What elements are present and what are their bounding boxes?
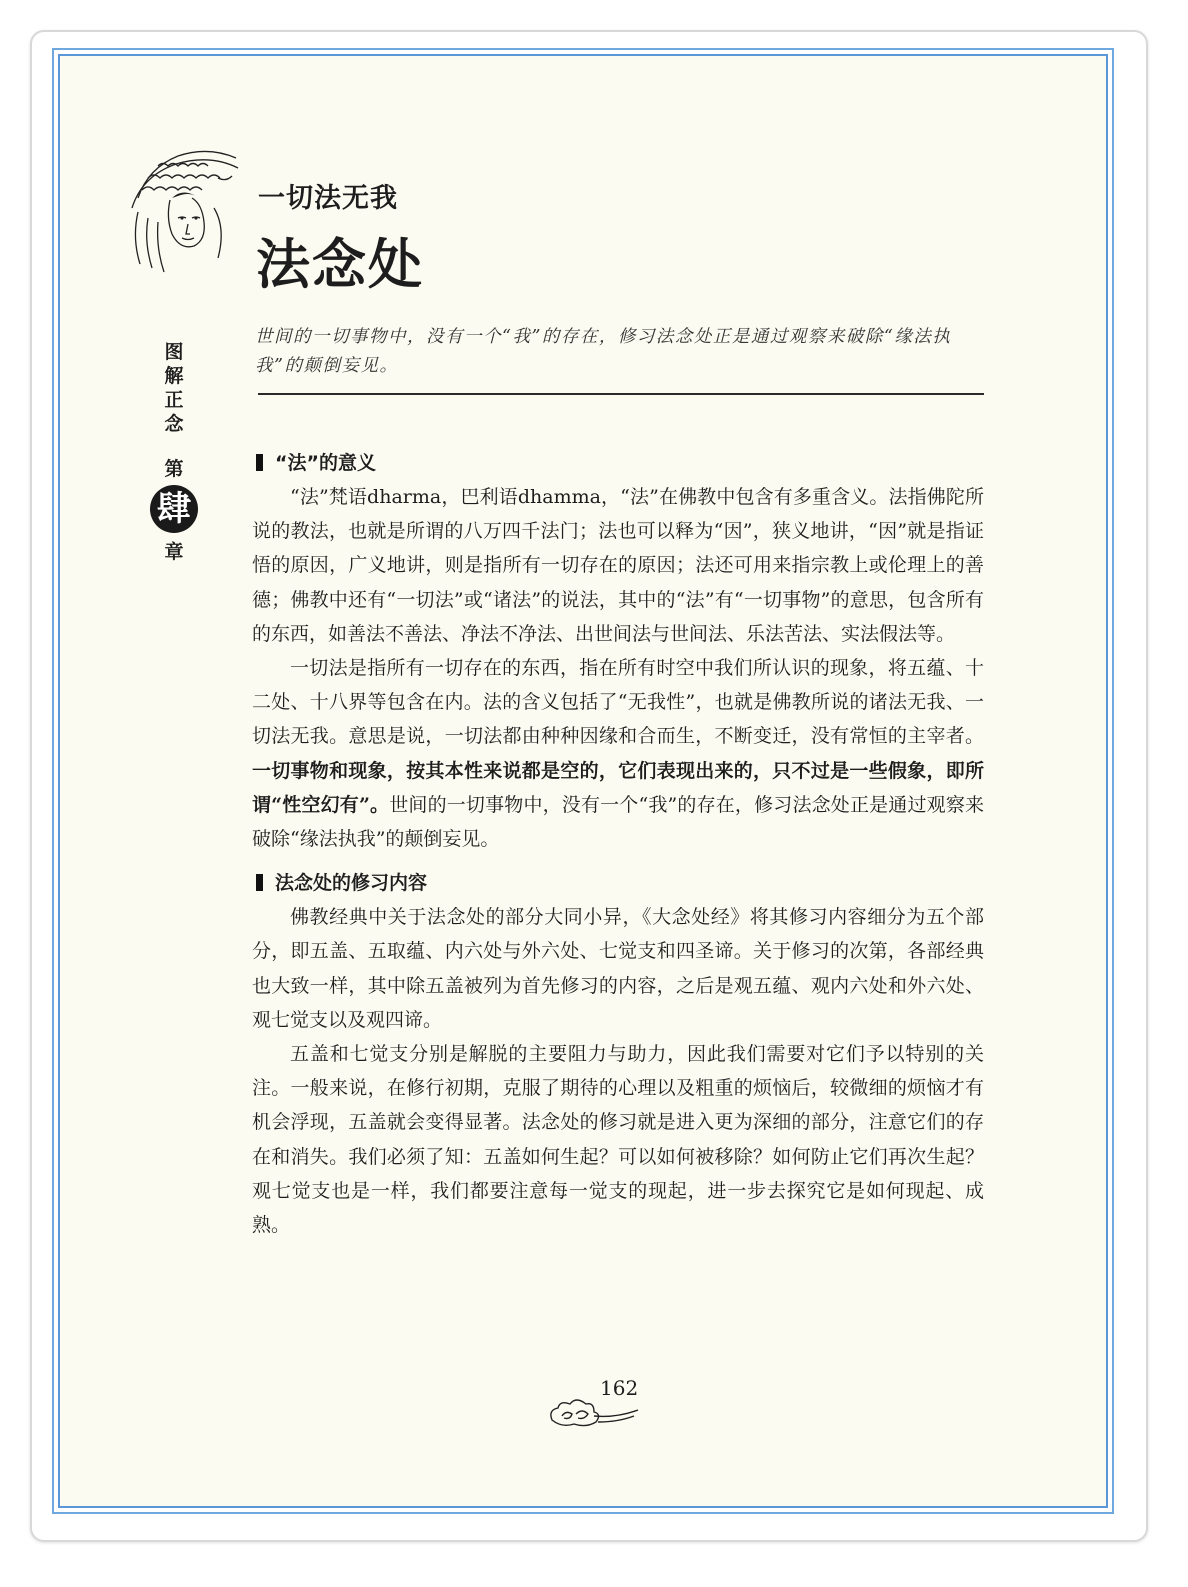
chapter-prefix: 第 — [164, 458, 184, 480]
section-heading-text: 法念处的修习内容 — [275, 872, 428, 895]
body-content — [252, 446, 984, 1242]
side-chapter-label — [158, 340, 190, 564]
emphasis-text: 一切事物和现象，按其本性来说都是空的，它们表现出来的，只不过是一些假象，即所谓“性空幻有”。 — [252, 759, 984, 816]
book-char: 念 — [164, 413, 184, 435]
book-name-vertical — [158, 340, 190, 436]
section-heading — [252, 446, 984, 480]
page-title: 法念处 — [256, 233, 424, 296]
cloud-ornament-icon — [546, 1392, 642, 1432]
chapter-number-badge: 肆 — [150, 485, 198, 533]
section-heading — [252, 866, 984, 900]
page-number: 162 — [600, 1376, 639, 1400]
heading-bullet-icon — [256, 874, 263, 891]
heading-bullet-icon — [256, 454, 263, 471]
book-char: 解 — [164, 365, 184, 387]
portrait-illustration — [118, 138, 246, 278]
book-char: 图 — [164, 341, 184, 363]
paragraph: 一切法是指所有一切存在的东西，指在所有时空中我们所认识的现象，将五蕴、十二处、十八界等包含在内。法的含义包括了“无我性”，也就是佛教所说的诸法无我、一切法无我。意思是说，一切法都由种种因缘和合而生，不断变迁，没有常恒的主宰者。一切事物和现象，按其本性来说都是空的，它们表现出来的，只不过是一些假象，即所谓“性空幻有”。世间的一切事物中，没有一个“我”的存在，修习法念处正是通过观察来破除“缘法执我”的颠倒妄见。 — [252, 657, 984, 851]
paragraph: 五盖和七觉支分别是解脱的主要阻力与助力，因此我们需要对它们予以特别的关注。一般来说，在修行初期，克服了期待的心理以及粗重的烦恼后，较微细的烦恼才有机会浮现，五盖就会变得显著。法念处的修习就是进入更为深细的部分，注意它们的存在和消失。我们必须了知：五盖如何生起？可以如何被移除？如何防止它们再次生起？观七觉支也是一样，我们都要注意每一觉支的现起，进一步去探究它是如何现起、成熟。 — [252, 1043, 984, 1237]
paragraph: “法”梵语dharma，巴利语dhamma，“法”在佛教中包含有多重含义。法指佛陀所说的教法，也就是所谓的八万四千法门；法也可以释为“因”，狭义地讲，“因”就是指证悟的原因，广义地讲，则是指所有一切存在的原因；法还可用来指宗教上或伦理上的善德；佛教中还有“一切法”或“诸法”的说法，其中的“法”有“一切事物”的意思，包含所有的东西，如善法不善法、净法不净法、出世间法与世间法、乐法苦法、实法假法等。 — [252, 486, 984, 645]
intro-summary: 世间的一切事物中，没有一个“我”的存在，修习法念处正是通过观察来破除“缘法执我”的颠倒妄见。 — [255, 327, 952, 376]
divider-rule — [258, 393, 984, 395]
section-heading-text: “法”的意义 — [275, 452, 376, 474]
section-kicker: 一切法无我 — [258, 183, 398, 214]
book-char: 正 — [164, 389, 184, 411]
paragraph: 佛教经典中关于法念处的部分大同小异，《大念处经》将其修习内容细分为五个部分，即五盖、五取蕴、内六处与外六处、七觉支和四圣谛。关于修习的次第，各部经典也大致一样，其中除五盖被列为首先修习的内容，之后是观五蕴、观内六处和外六处、观七觉支以及观四谛。 — [252, 906, 984, 1031]
chapter-suffix: 章 — [164, 541, 184, 563]
